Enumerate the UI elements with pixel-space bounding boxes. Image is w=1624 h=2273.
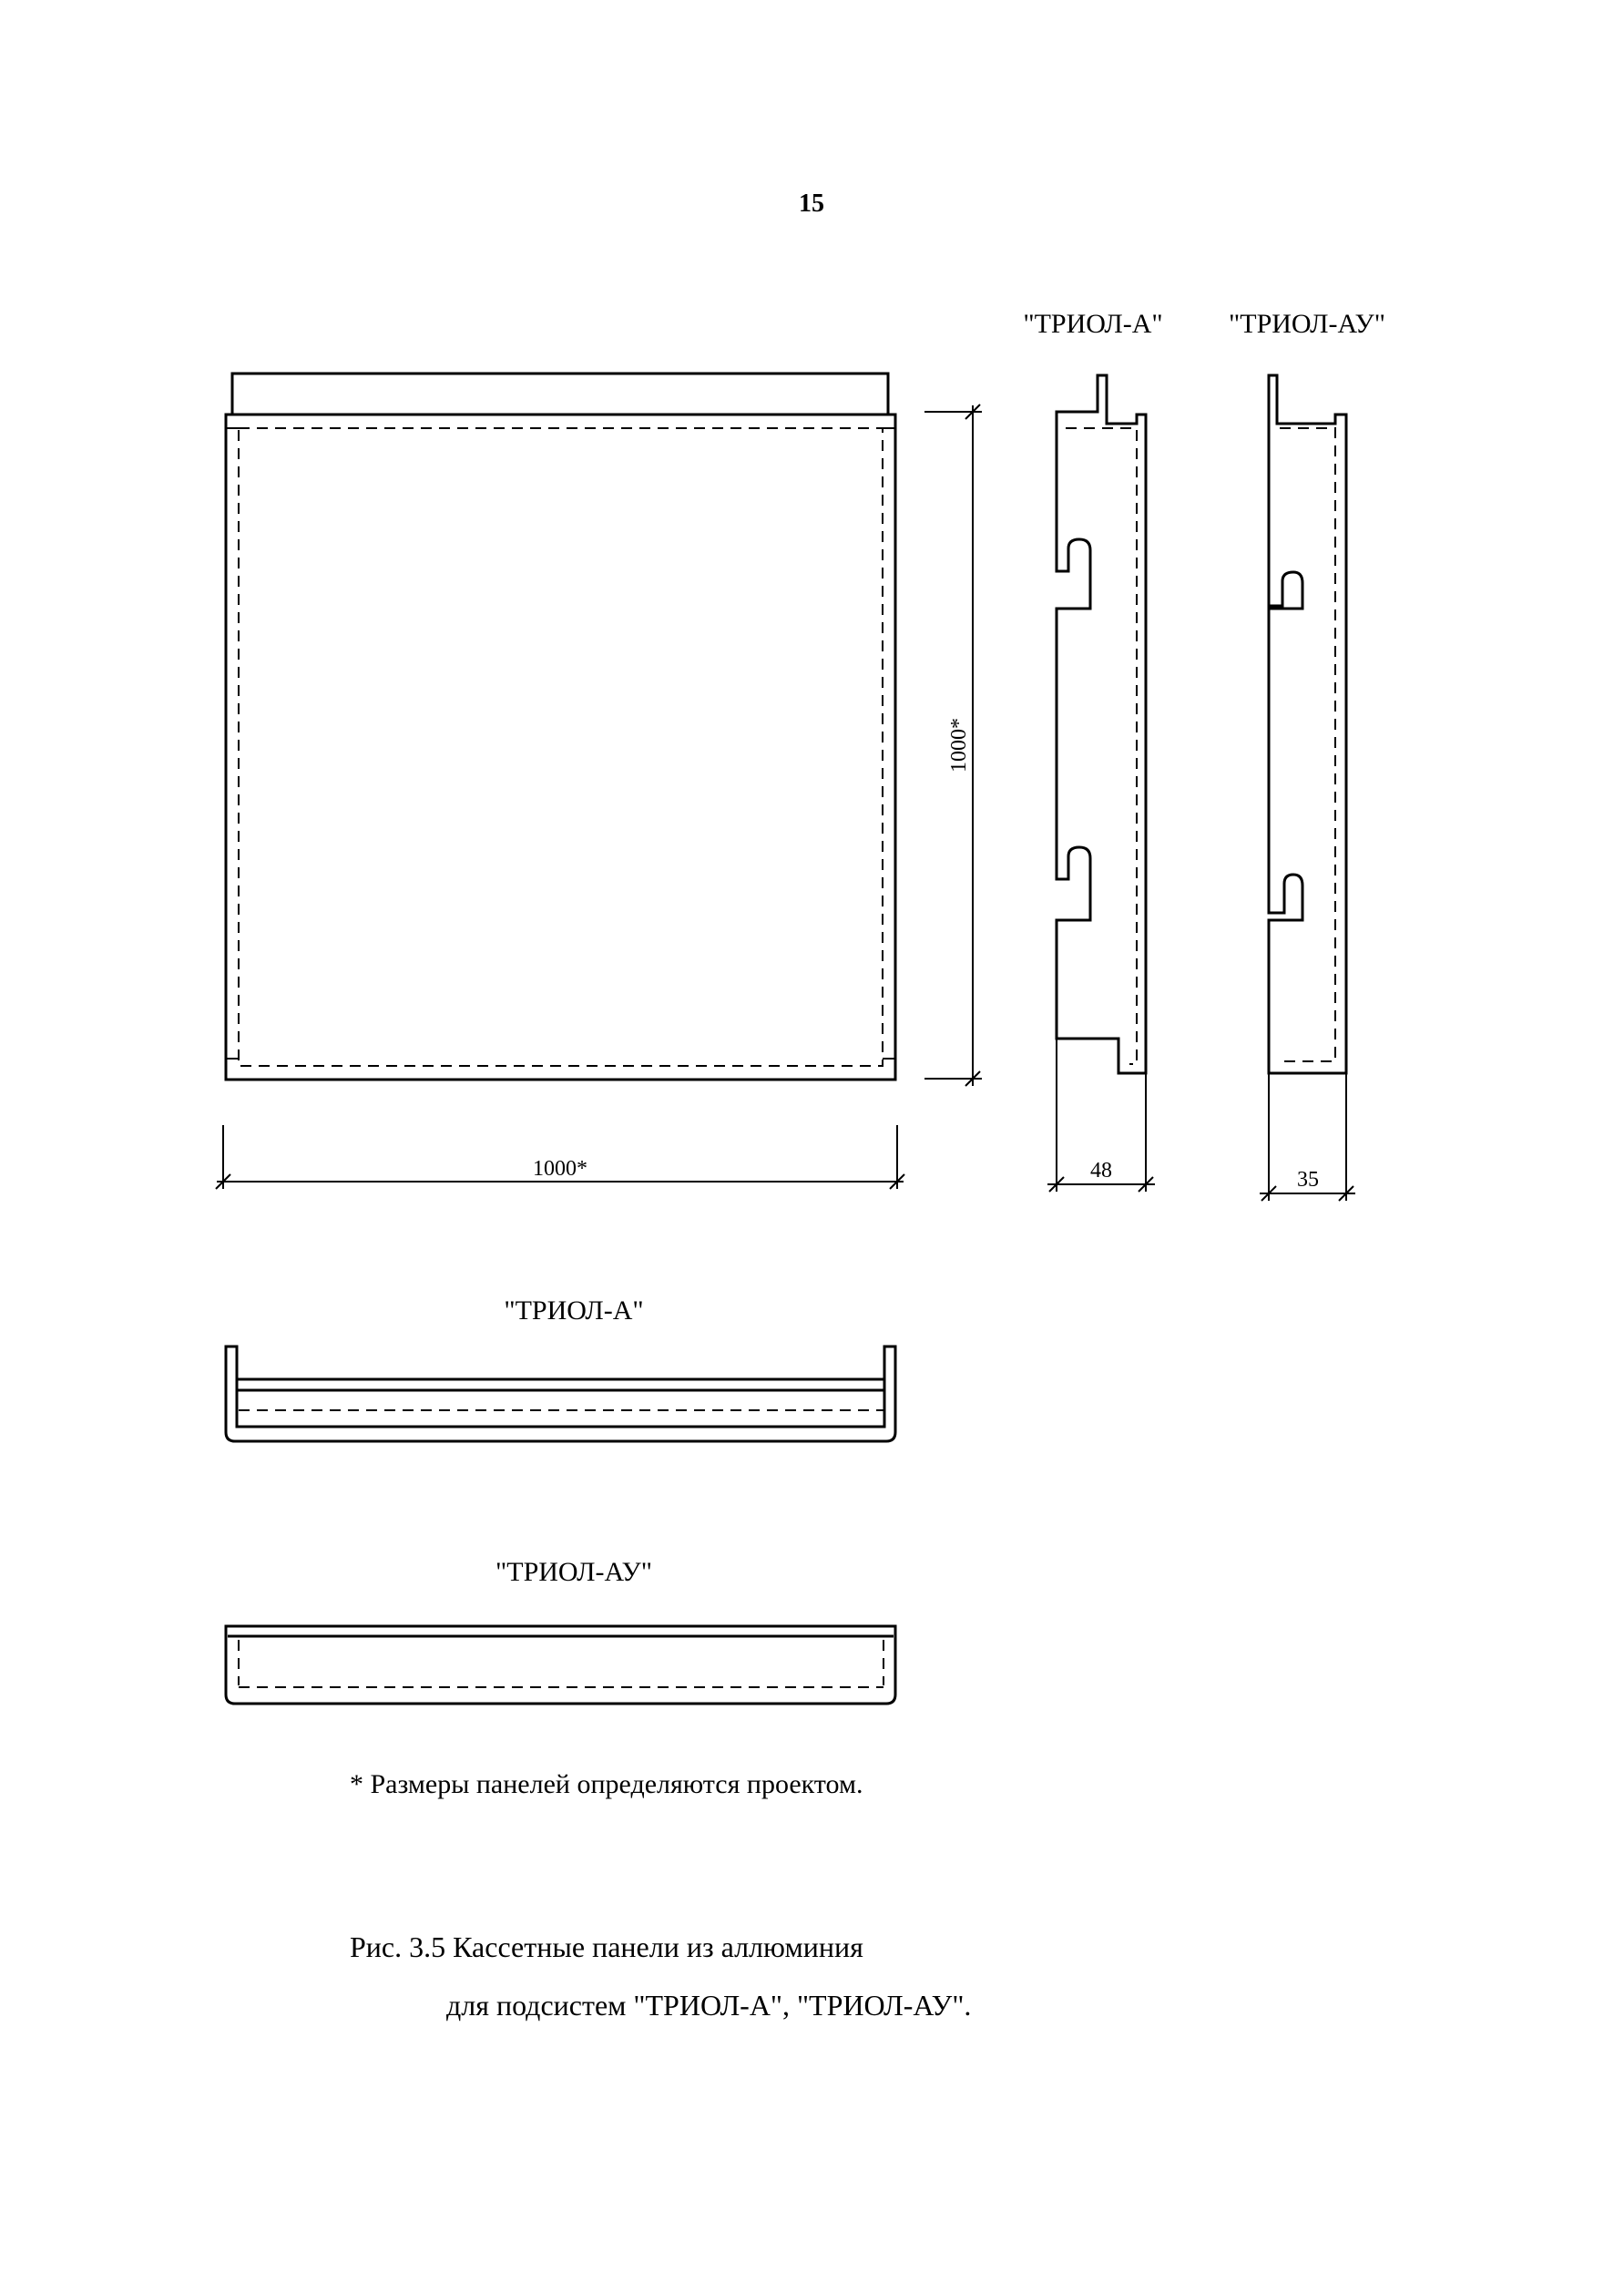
- front-view: [226, 374, 895, 1080]
- height-dimension-label: 1000*: [947, 718, 971, 773]
- section-a-title: "ТРИОЛ-А": [504, 1295, 644, 1326]
- side-profile-a: [1047, 375, 1155, 1192]
- front-panel-outline: [226, 415, 895, 1080]
- page-number: 15: [799, 189, 824, 218]
- dimension-note: * Размеры панелей определяются проектом.: [350, 1769, 863, 1799]
- figure-caption-line-2: для подсистем "ТРИОЛ-А", "ТРИОЛ-АУ".: [446, 1989, 972, 2022]
- height-dimension: [924, 404, 982, 1086]
- side-profile-a-title: "ТРИОЛ-А": [1023, 309, 1163, 339]
- depth-a-label: 48: [1090, 1159, 1112, 1183]
- section-au-title: "ТРИОЛ-АУ": [495, 1557, 652, 1587]
- side-profile-au-title: "ТРИОЛ-АУ": [1229, 309, 1385, 339]
- side-profile-a-outline: [1057, 375, 1146, 1073]
- front-panel-hidden-contour: [239, 428, 883, 1066]
- side-profile-a-hidden-contour: [1066, 428, 1137, 1064]
- front-top-flange: [232, 374, 888, 415]
- section-au: [226, 1626, 895, 1704]
- side-profile-au: [1260, 375, 1355, 1201]
- width-dimension: [216, 1125, 904, 1189]
- width-dimension-label: 1000*: [533, 1157, 587, 1181]
- section-a: [226, 1346, 895, 1441]
- side-profile-au-hidden-contour: [1280, 428, 1335, 1061]
- section-au-outline: [226, 1626, 895, 1704]
- depth-au-label: 35: [1297, 1168, 1319, 1192]
- figure-caption-line-1: Рис. 3.5 Кассетные панели из аллюминия: [350, 1930, 863, 1963]
- section-a-outline: [226, 1346, 895, 1441]
